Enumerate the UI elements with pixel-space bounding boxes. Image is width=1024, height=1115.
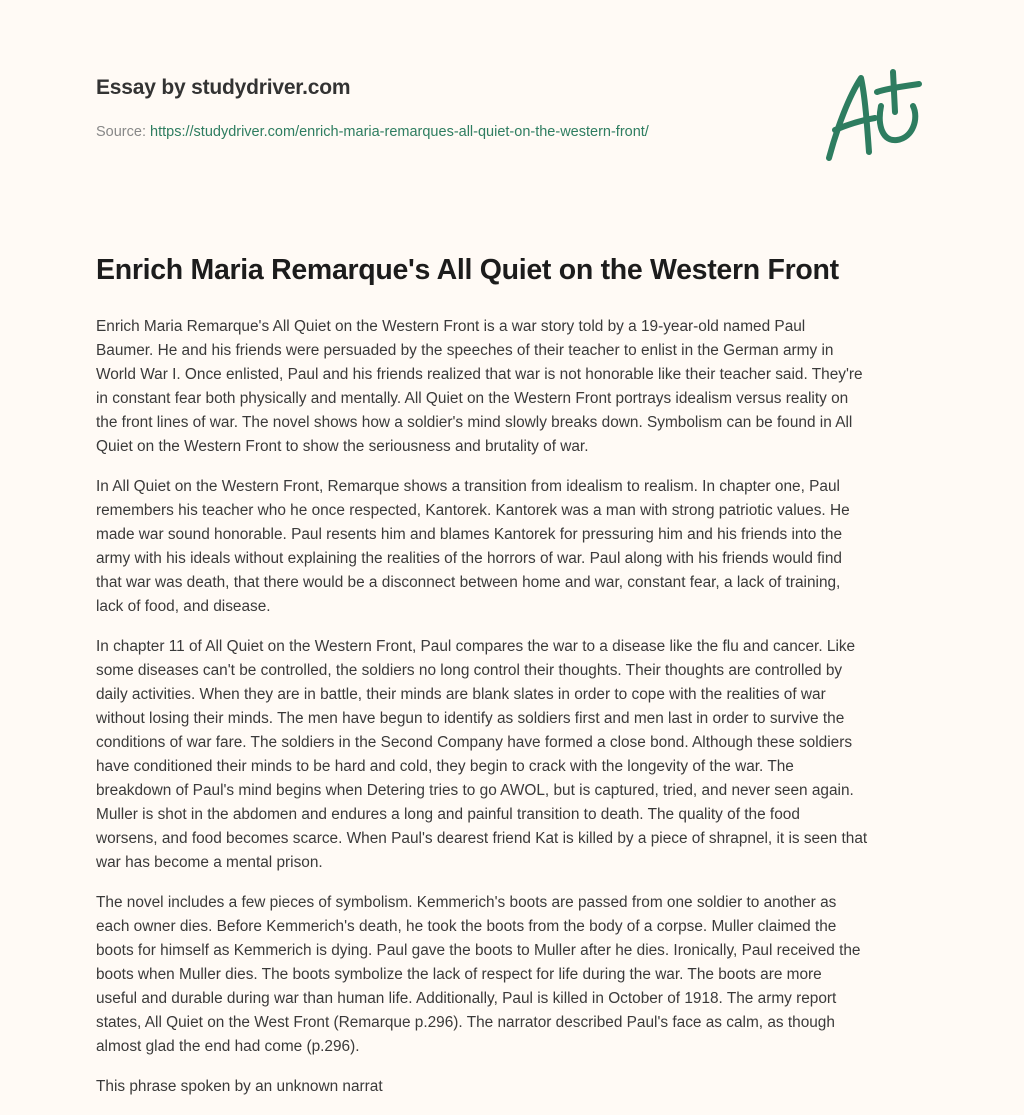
paragraph-line: Enrich Maria Remarque's All Quiet on the Western Front is a war story told by a 19-year-old named Paul bbox=[96, 318, 806, 335]
paragraph-line: each owner dies. Before Kemmerich's death, he took the boots from the body of a corpse. Muller claimed the bbox=[96, 918, 837, 935]
paragraph-line: breakdown of Paul's mind begins when Detering tries to go AWOL, but is captured, tried, and never seen again. bbox=[96, 782, 854, 799]
paragraph-line: made war sound honorable. Paul resents him and blames Kantorek for pressuring him and his friends into the bbox=[96, 526, 843, 543]
paragraph-line: boots when Muller dies. The boots symbolize the lack of respect for life during the war. The boots are more bbox=[96, 966, 822, 983]
paragraph-line: army with his ideals without explaining the realities of the horrors of war. Paul along with his friends would find bbox=[96, 550, 842, 567]
essay-paragraph bbox=[96, 635, 936, 875]
a-plus-logo-icon bbox=[815, 66, 935, 166]
paragraph-line: Quiet on the Western Front to show the seriousness and brutality of war. bbox=[96, 438, 589, 455]
paragraph-line: the front lines of war. The novel shows how a soldier's mind slowly breaks down. Symbolism can be found in All bbox=[96, 414, 853, 431]
source-link[interactable]: https://studydriver.com/enrich-maria-remarques-all-quiet-on-the-western-front/ bbox=[150, 124, 649, 140]
paragraph-line: almost glad the end had come (p.296). bbox=[96, 1038, 360, 1055]
paragraph-line: In All Quiet on the Western Front, Remarque shows a transition from idealism to realism. In chapter one, Paul bbox=[96, 478, 840, 495]
paragraph-line: remembers his teacher who he once respected, Kantorek. Kantorek was a man with strong patriotic values. He bbox=[96, 502, 850, 519]
essay-paragraph bbox=[96, 1075, 936, 1099]
essay-paragraph bbox=[96, 475, 936, 619]
paragraph-line: In chapter 11 of All Quiet on the Western Front, Paul compares the war to a disease like the flu and cancer. Like bbox=[96, 638, 856, 655]
paragraph-line: war has become a mental prison. bbox=[96, 854, 323, 871]
paragraph-line: This phrase spoken by an unknown narrat bbox=[96, 1078, 383, 1095]
source-label: Source: bbox=[96, 124, 146, 140]
page-title: Enrich Maria Remarque's All Quiet on the Western Front bbox=[96, 254, 839, 286]
paragraph-line: useful and durable during war than human life. Additionally, Paul is killed in October of 1918. The army report bbox=[96, 990, 837, 1007]
paragraph-line: daily activities. When they are in battle, their minds are blank slates in order to cope with the realities of war bbox=[96, 686, 826, 703]
essay-body bbox=[96, 315, 936, 1115]
site-brand: Essay by studydriver.com bbox=[96, 76, 351, 99]
paragraph-line: conditions of war fare. The soldiers in the Second Company have formed a close bond. Although these soldiers bbox=[96, 734, 853, 751]
paragraph-line: have conditioned their minds to be hard and cold, they begin to crack with the longevity of the war. The bbox=[96, 758, 794, 775]
paragraph-line: The novel includes a few pieces of symbolism. Kemmerich's boots are passed from one soldier to another as bbox=[96, 894, 837, 911]
paragraph-line: Baumer. He and his friends were persuaded by the speeches of their teacher to enlist in the German army in bbox=[96, 342, 834, 359]
paragraph-line: states, All Quiet on the West Front (Remarque p.296). The narrator described Paul's face as calm, as though bbox=[96, 1014, 835, 1031]
essay-paragraph bbox=[96, 315, 936, 459]
paragraph-line: World War I. Once enlisted, Paul and his friends realized that war is not honorable like their teacher said. They're bbox=[96, 366, 863, 383]
paragraph-line: lack of food, and disease. bbox=[96, 598, 271, 615]
paragraph-line: Muller is shot in the abdomen and endures a long and painful transition to death. The quality of the food bbox=[96, 806, 800, 823]
source-line bbox=[96, 124, 649, 140]
paragraph-line: in constant fear both physically and mentally. All Quiet on the Western Front portrays idealism versus reality on bbox=[96, 390, 849, 407]
paragraph-line: boots for himself as Kemmerich is dying. Paul gave the boots to Muller after he dies. Ironically, Paul received the bbox=[96, 942, 861, 959]
paragraph-line: without losing their minds. The men have begun to identify as soldiers first and men last in order to survive the bbox=[96, 710, 845, 727]
paragraph-line: worsens, and food becomes scarce. When Paul's dearest friend Kat is killed by a piece of shrapnel, it is seen that bbox=[96, 830, 868, 847]
essay-paragraph bbox=[96, 891, 936, 1059]
paragraph-line: some diseases can't be controlled, the soldiers no long control their thoughts. Their thoughts are controlled by bbox=[96, 662, 843, 679]
paragraph-line: that war was death, that there would be a disconnect between home and war, constant fear, a lack of training, bbox=[96, 574, 841, 591]
